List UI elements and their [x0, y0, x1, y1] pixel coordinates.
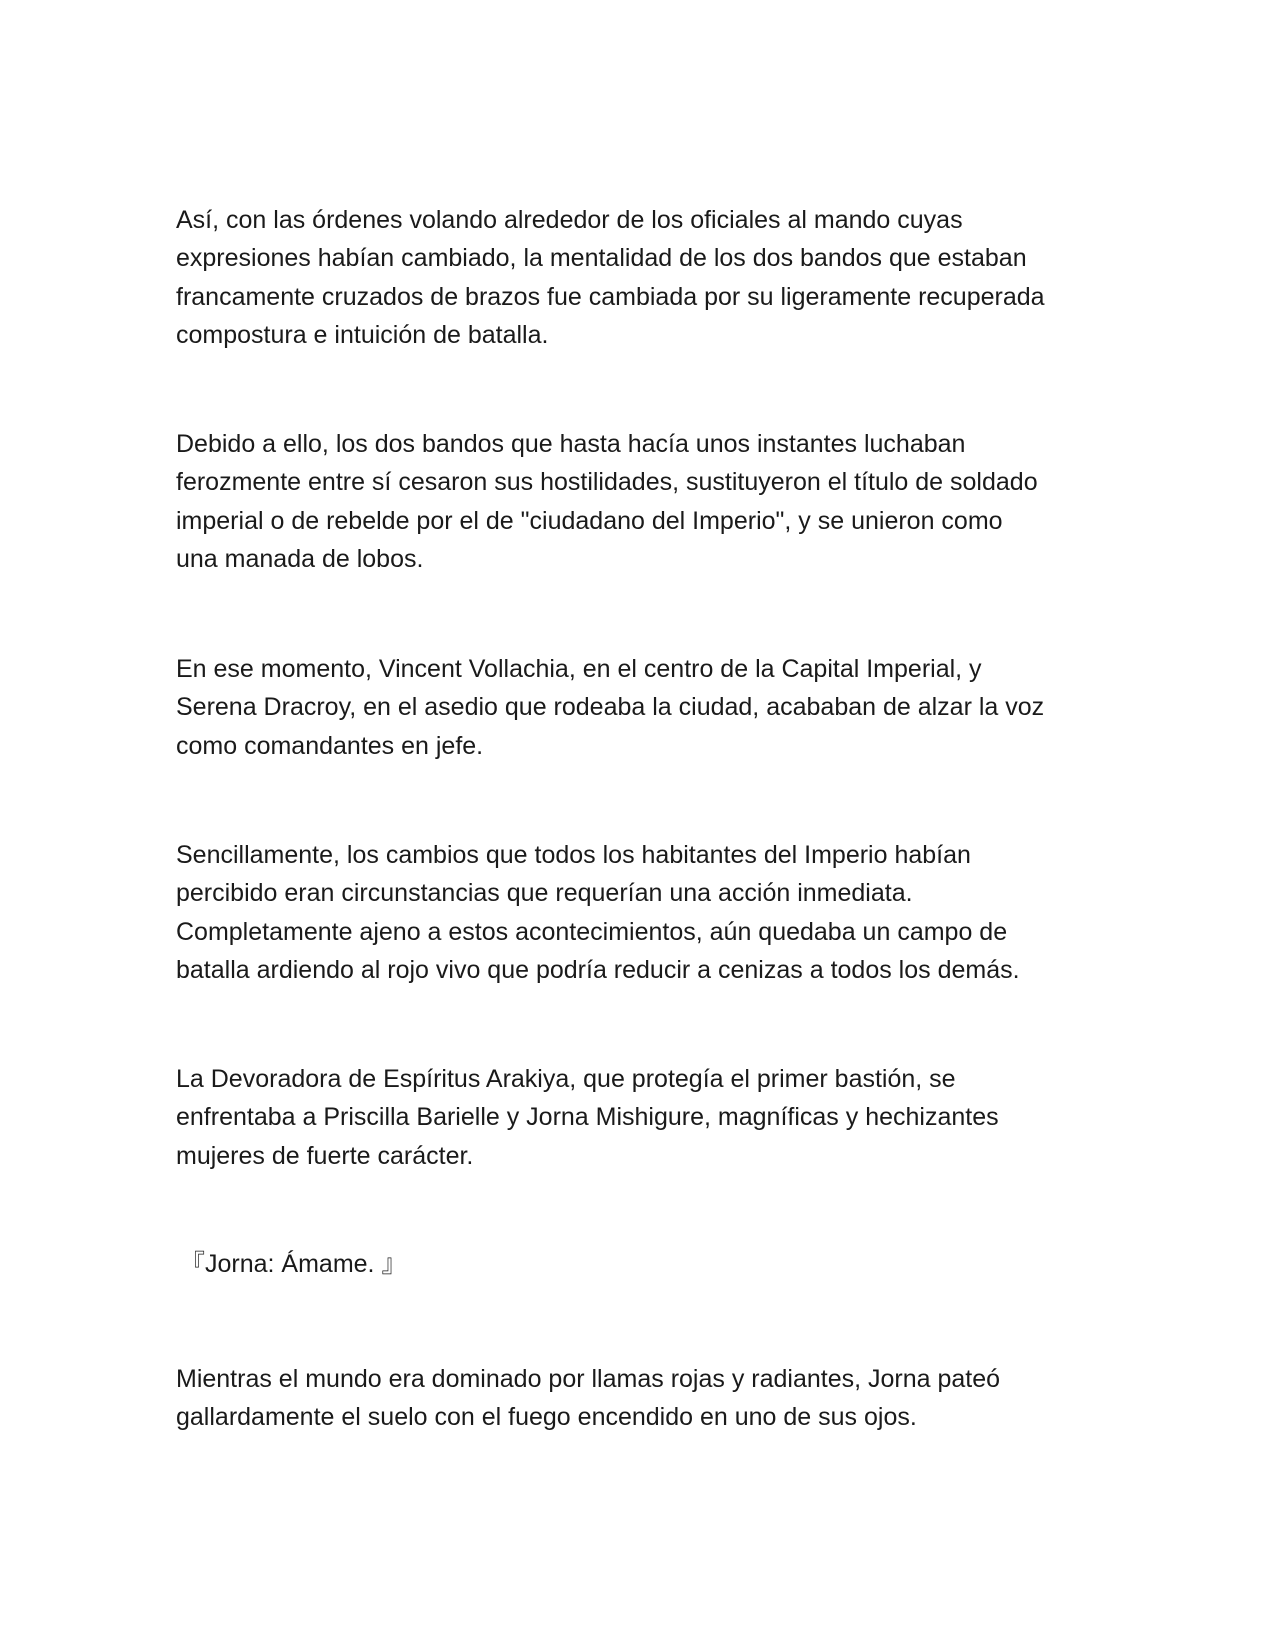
- paragraph-line: La Devoradora de Espíritus Arakiya, que protegía el primer bastión, se: [176, 1065, 956, 1093]
- paragraph-7: [176, 1360, 1116, 1437]
- paragraph-line: Debido a ello, los dos bandos que hasta hacía unos instantes luchaban: [176, 430, 966, 458]
- paragraph-line: expresiones habían cambiado, la mentalidad de los dos bandos que estaban: [176, 244, 1027, 273]
- paragraph-line: una manada de lobos.: [176, 544, 424, 573]
- paragraph-5: [176, 1060, 1116, 1175]
- paragraph-line: enfrentaba a Priscilla Barielle y Jorna Mishigure, magníficas y hechizantes: [176, 1103, 999, 1132]
- paragraph-line: gallardamente el suelo con el fuego encendido en uno de sus ojos.: [176, 1403, 917, 1432]
- paragraph-line: Serena Dracroy, en el asedio que rodeaba la ciudad, acababan de alzar la voz: [176, 693, 1045, 722]
- paragraph-line: batalla ardiendo al rojo vivo que podría reducir a cenizas a todos los demás.: [176, 955, 1020, 984]
- paragraph-line: ferozmente entre sí cesaron sus hostilidades, sustituyeron el título de soldado: [176, 468, 1038, 497]
- paragraph-3: [176, 650, 1116, 765]
- paragraph-line: Mientras el mundo era dominado por llamas rojas y radiantes, Jorna pateó: [176, 1365, 1001, 1393]
- paragraph-line: Sencillamente, los cambios que todos los habitantes del Imperio habían: [176, 841, 971, 869]
- paragraph-2: [176, 425, 1116, 578]
- paragraph-1: [176, 201, 1116, 354]
- paragraph-line: francamente cruzados de brazos fue cambiada por su ligeramente recuperada: [176, 282, 1045, 311]
- dialogue-line: [180, 1245, 1120, 1283]
- paragraph-4: [176, 836, 1116, 989]
- paragraph-line: Así, con las órdenes volando alrededor de los oficiales al mando cuyas: [176, 206, 963, 234]
- paragraph-line: compostura e intuición de batalla.: [176, 320, 549, 349]
- paragraph-line: como comandantes en jefe.: [176, 731, 484, 760]
- paragraph-line: percibido eran circunstancias que requerían una acción inmediata.: [176, 879, 913, 908]
- paragraph-line: mujeres de fuerte carácter.: [176, 1141, 474, 1170]
- paragraph-line: Completamente ajeno a estos acontecimientos, aún quedaba un campo de: [176, 917, 1008, 946]
- paragraph-line: En ese momento, Vincent Vollachia, en el centro de la Capital Imperial, y: [176, 655, 982, 683]
- paragraph-line: 『Jorna: Ámame. 』: [180, 1250, 407, 1278]
- paragraph-line: imperial o de rebelde por el de "ciudadano del Imperio", y se unieron como: [176, 506, 1003, 535]
